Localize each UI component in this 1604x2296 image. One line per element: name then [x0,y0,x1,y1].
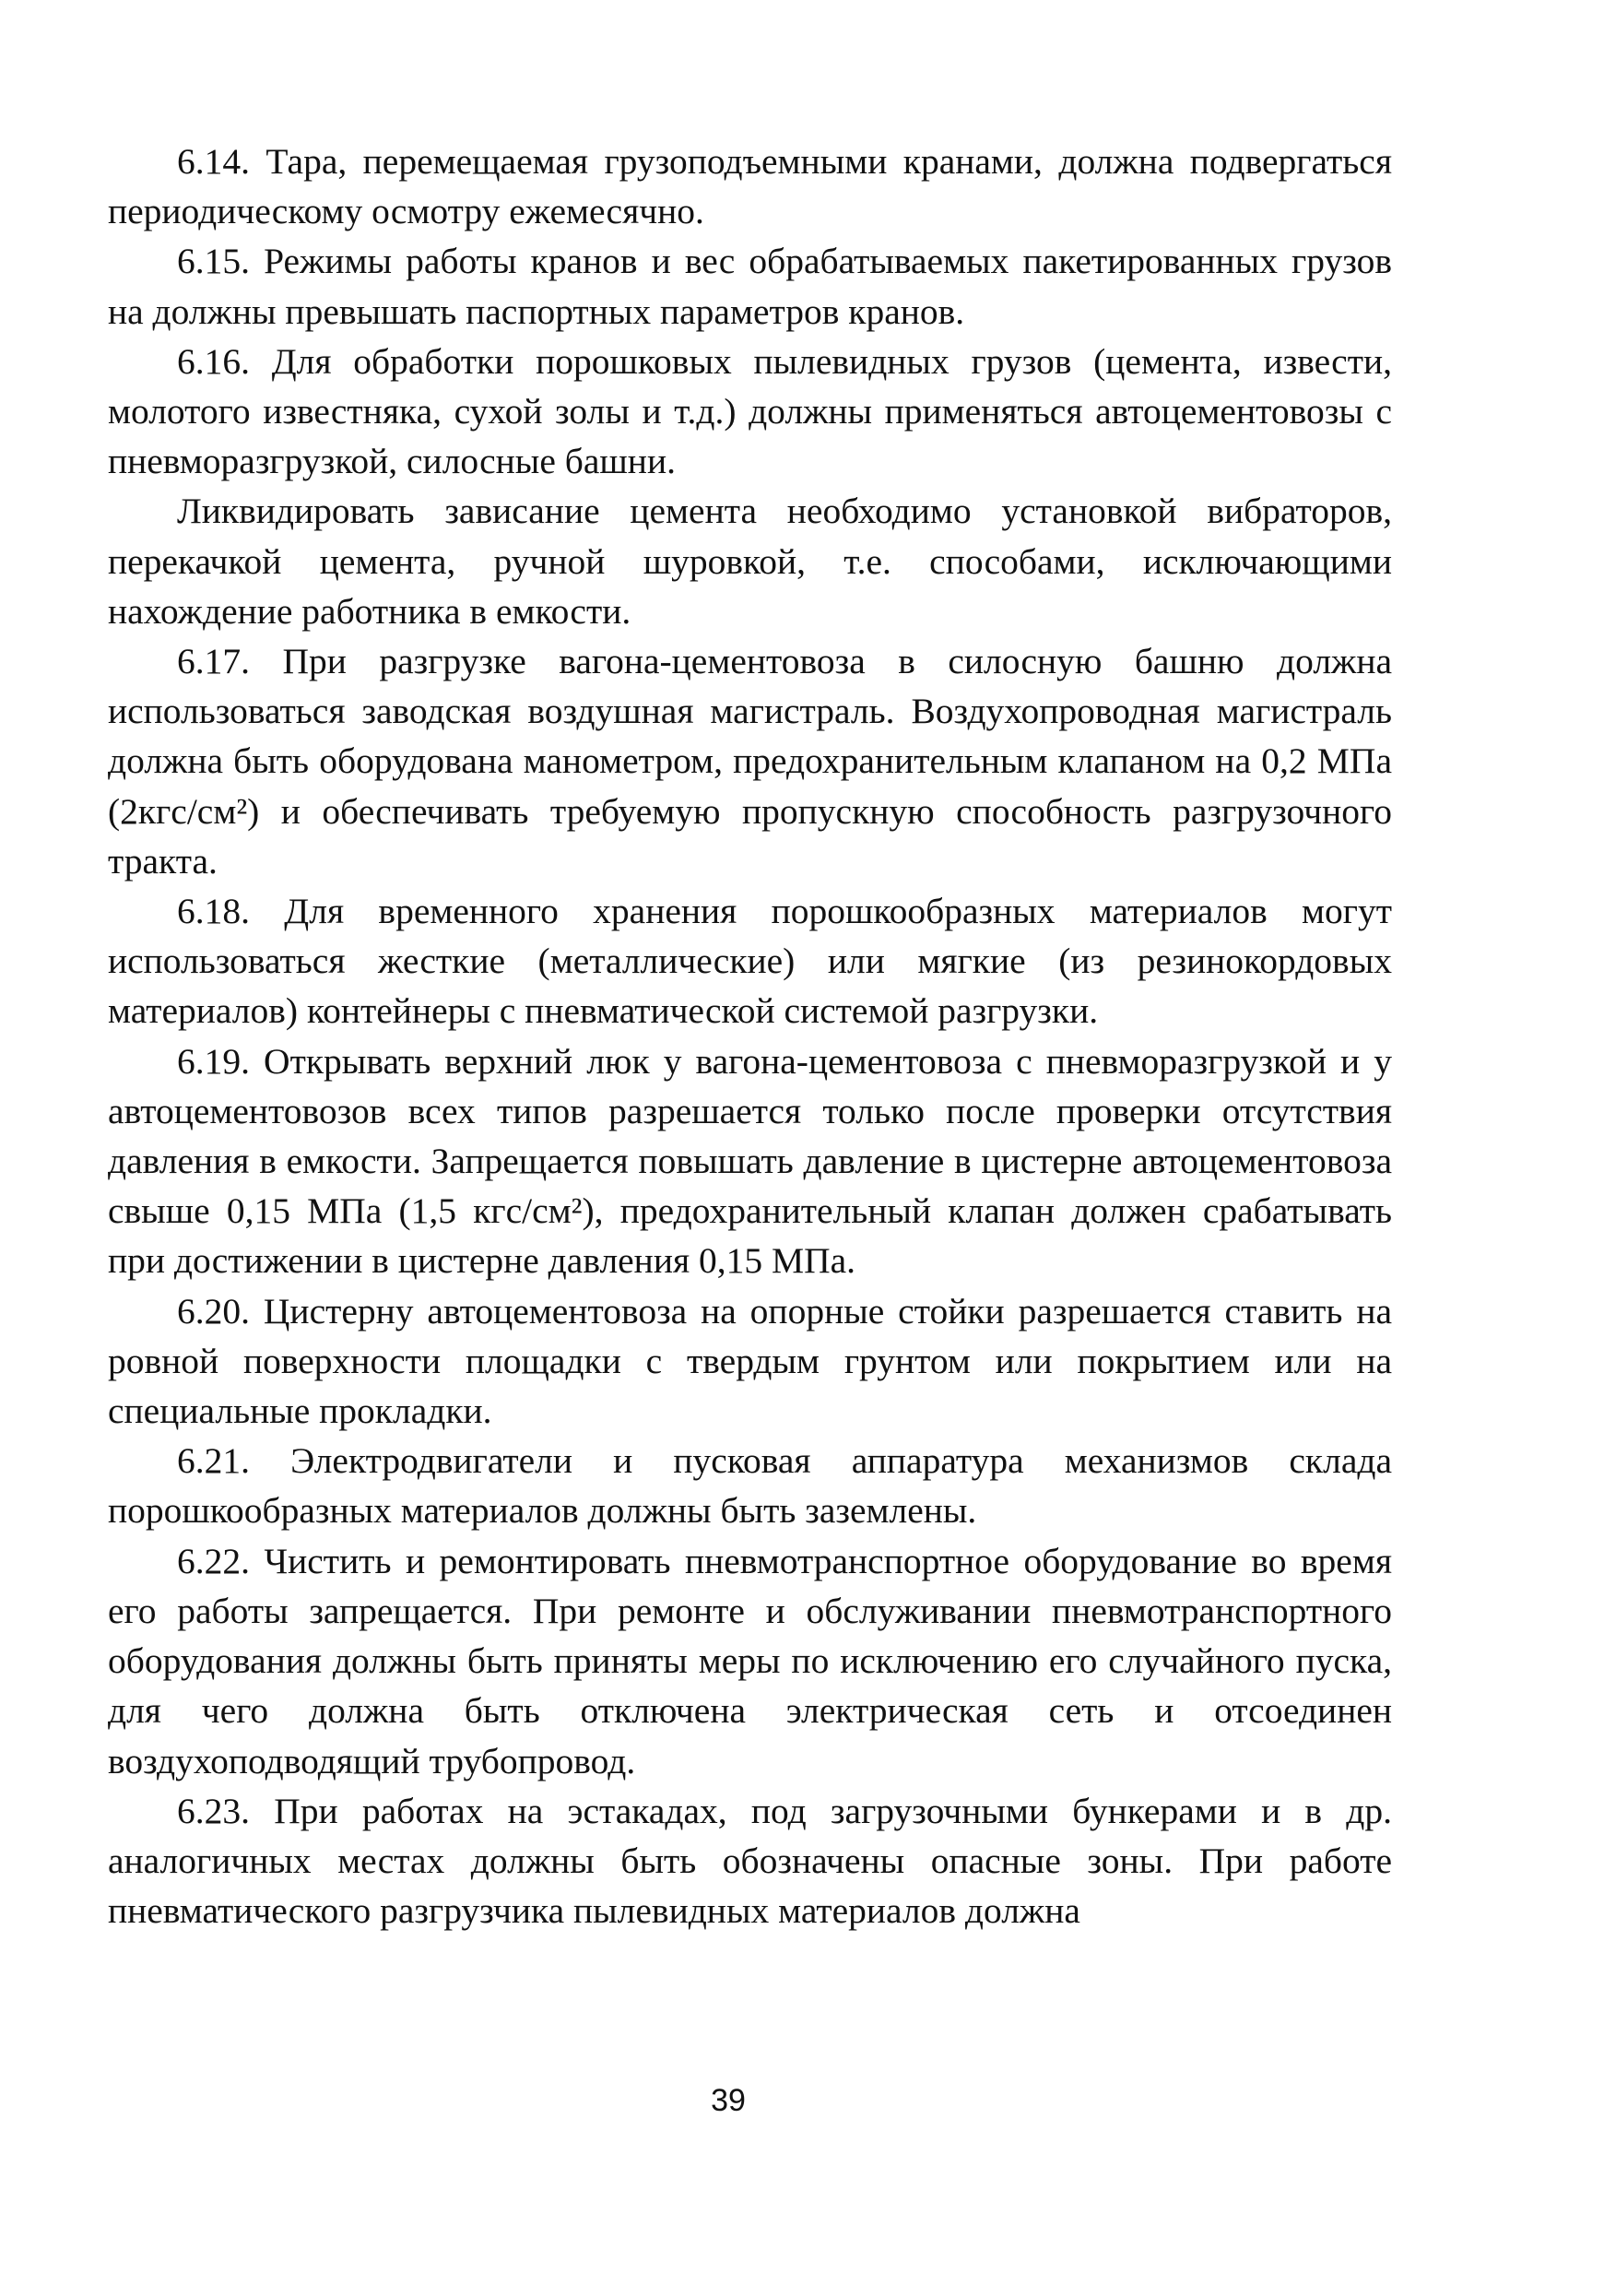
paragraph-6-23: 6.23. При работах на эстакадах, под загрузочными бункерами и в др. аналогичных местах должны быть обозначены опасные зоны. При работе пневматического разгрузчика пылевидных материалов должна [108,1790,1392,1932]
paragraph-6-16-continued: Ликвидировать зависание цемента необходимо установкой вибраторов, перекачкой цемента, ручной шуровкой, т.е. способами, исключающими нахождение работника в емкости. [108,491,1392,632]
paragraph-6-21: 6.21. Электродвигатели и пусковая аппаратура механизмов склада порошкообразных материалов должны быть заземлены. [108,1440,1392,1532]
paragraph-6-19: 6.19. Открывать верхний люк у вагона-цементовоза с пневморазгрузкой и у автоцементовозов всех типов разрешается только после проверки отсутствия давления в емкости. Запрещается повышать давление в цистерне автоцементовоза свыше 0,15 МПа (1,5 кгс/см²), предохранительный клапан должен срабатывать при достижении в цистерне давления 0,15 МПа. [108,1040,1392,1282]
paragraph-6-20: 6.20. Цистерну автоцементовоза на опорные стойки разрешается ставить на ровной поверхности площадки с твердым грунтом или покрытием или на специальные прокладки. [108,1290,1392,1432]
paragraph-6-17: 6.17. При разгрузке вагона-цементовоза в силосную башню должна использоваться заводская воздушная магистраль. Воздухопроводная магистраль должна быть оборудована манометром, предохранительным клапаном на 0,2 МПа (2кгс/см²) и обеспечивать требуемую пропускную способность разгрузочного тракта. [108,641,1392,882]
paragraph-6-14: 6.14. Тара, перемещаемая грузоподъемными кранами, должна подвергаться периодическому осмотру ежемесячно. [108,141,1392,232]
paragraph-6-16: 6.16. Для обработки порошковых пылевидных грузов (цемента, извести, молотого известняка, сухой золы и т.д.) должны применяться автоцементовозы с пневморазгрузкой, силосные башни. [108,340,1392,482]
paragraph-6-18: 6.18. Для временного хранения порошкообразных материалов могут использоваться жесткие (металлические) или мягкие (из резинокордовых материалов) контейнеры с пневматической системой разгрузки. [108,891,1392,1032]
paragraph-6-15: 6.15. Режимы работы кранов и вес обрабатываемых пакетированных грузов на должны превышать паспортных параметров кранов. [108,241,1392,332]
page-number: 39 [711,2083,746,2118]
body-text [108,136,1392,1935]
paragraph-6-22: 6.22. Чистить и ремонтировать пневмотранспортное оборудование во время его работы запрещается. При ремонте и обслуживании пневмотранспортного оборудования должны быть приняты меры по исключению его случайного пуска, для чего должна быть отключена электрическая сеть и отсоединен воздухоподводящий трубопровод. [108,1540,1392,1781]
